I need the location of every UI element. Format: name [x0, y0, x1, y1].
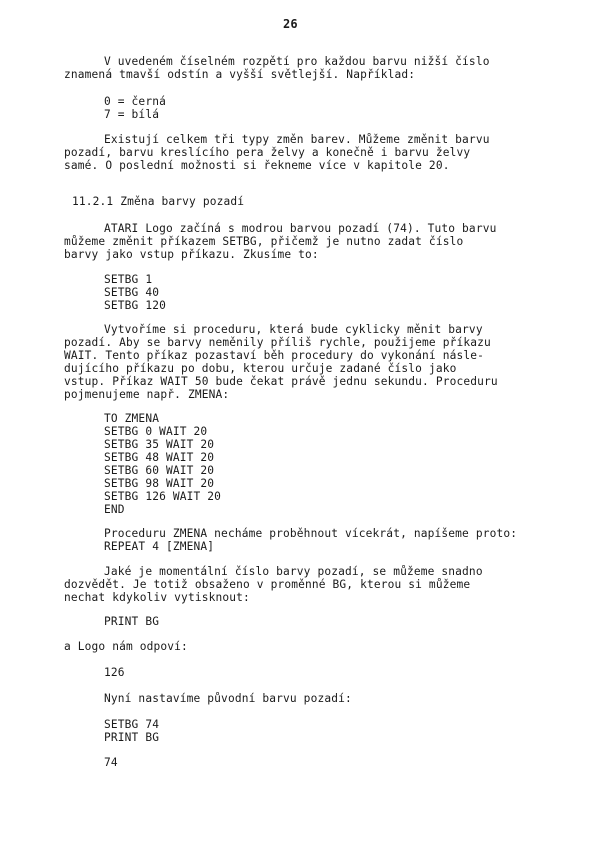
page-number: 26 — [283, 17, 298, 31]
example-black: 0 = černá — [104, 95, 166, 108]
code-line: REPEAT 4 [ZMENA] — [104, 540, 215, 553]
code-line: SETBG 40 — [104, 286, 160, 299]
paragraph-line: můžeme změnit příkazem SETBG, přičemž je nutno zadat číslo — [64, 235, 464, 248]
paragraph-line: pozadí. Aby se barvy neměnily příliš rychle, použijeme příkazu — [64, 336, 491, 349]
paragraph-line: Vytvoříme si proceduru, která bude cyklicky měnit barvy — [104, 323, 483, 336]
code-line: SETBG 126 WAIT 20 — [104, 490, 222, 503]
paragraph-line: dozvědět. Je totiž obsaženo v proměnné BG, kterou si můžeme — [64, 578, 471, 591]
paragraph-line: a Logo nám odpoví: — [64, 640, 188, 653]
code-line: SETBG 35 WAIT 20 — [104, 438, 215, 451]
example-white: 7 = bílá — [104, 108, 160, 121]
code-line: SETBG 0 WAIT 20 — [104, 425, 208, 438]
paragraph-line: barvy jako vstup příkazu. Zkusíme to: — [64, 248, 319, 261]
paragraph-line: samé. O poslední možnosti si řekneme více v kapitole 20. — [64, 159, 450, 172]
code-line: SETBG 60 WAIT 20 — [104, 464, 215, 477]
section-heading: 11.2.1 Změna barvy pozadí — [72, 195, 245, 208]
paragraph-line: Nyní nastavíme původní barvu pozadí: — [104, 692, 352, 705]
paragraph-line: WAIT. Tento příkaz pozastaví běh procedury do vykonání násle- — [64, 349, 485, 362]
code-line: SETBG 120 — [104, 299, 166, 312]
paragraph-line: nechat kdykoliv vytisknout: — [64, 591, 250, 604]
code-line: END — [104, 503, 125, 516]
code-line: PRINT BG — [104, 615, 160, 628]
code-line: TO ZMENA — [104, 412, 160, 425]
intro-line-2: znamená tmavší odstín a vyšší světlejší. Například: — [64, 68, 416, 81]
paragraph-line: pozadí, barvu kreslícího pera želvy a konečně i barvu želvy — [64, 146, 471, 159]
code-line: SETBG 48 WAIT 20 — [104, 451, 215, 464]
output-line: 74 — [104, 756, 118, 769]
output-line: 126 — [104, 666, 125, 679]
paragraph-line: Jaké je momentální číslo barvy pozadí, se můžeme snadno — [104, 565, 483, 578]
paragraph-line: ATARI Logo začíná s modrou barvou pozadí (74). Tuto barvu — [104, 222, 497, 235]
paragraph-line: dujícího příkazu po dobu, kterou určuje zadané číslo jako — [64, 362, 457, 375]
intro-line-1: V uvedeném číselném rozpětí pro každou barvu nižší číslo — [104, 55, 490, 68]
paragraph-line: Proceduru ZMENA necháme proběhnout vícekrát, napíšeme proto: — [104, 527, 518, 540]
paragraph-line: pojmenujeme např. ZMENA: — [64, 388, 230, 401]
code-line: PRINT BG — [104, 731, 160, 744]
code-line: SETBG 1 — [104, 273, 153, 286]
code-line: SETBG 74 — [104, 718, 160, 731]
paragraph-line: vstup. Příkaz WAIT 50 bude čekat právě jednu sekundu. Proceduru — [64, 375, 498, 388]
code-line: SETBG 98 WAIT 20 — [104, 477, 215, 490]
paragraph-line: Existují celkem tři typy změn barev. Můžeme změnit barvu — [104, 133, 490, 146]
